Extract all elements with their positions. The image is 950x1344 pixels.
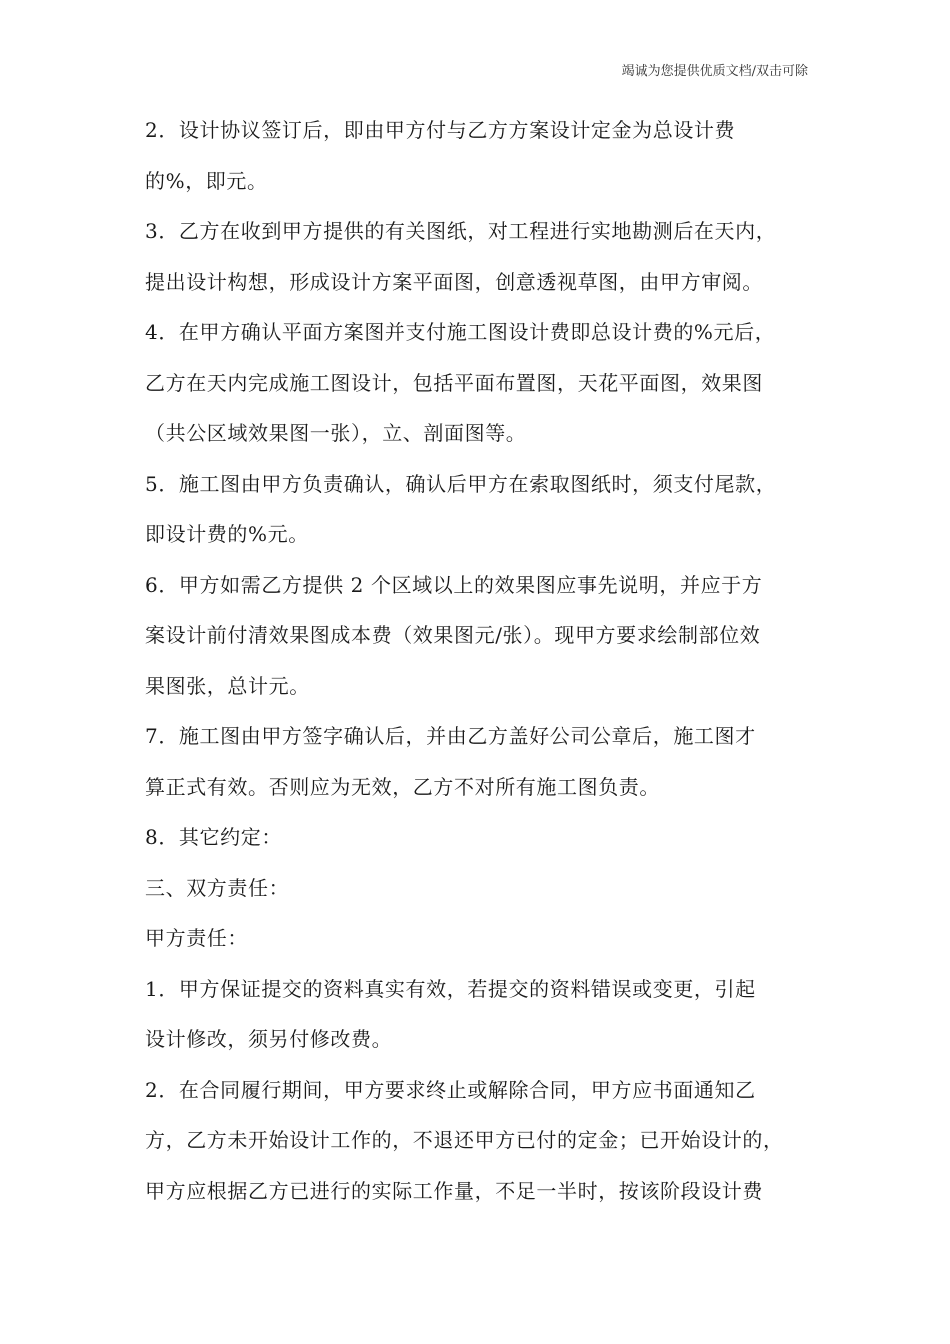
- text-line: 算正式有效。否则应为无效，乙方不对所有施工图负责。: [145, 774, 660, 799]
- header-watermark: 竭诚为您提供优质文档/双击可除: [621, 64, 808, 79]
- text-line: 方，乙方未开始设计工作的，不退还甲方已付的定金；已开始设计的，: [145, 1128, 784, 1152]
- text-line: 乙方在天内完成施工图设计，包括平面布置图，天花平面图，效果图: [145, 370, 763, 395]
- text-line: 设计修改，须另付修改费。: [145, 1027, 393, 1051]
- text-line: 7．施工图由甲方签字确认后，并由乙方盖好公司公章后，施工图才: [145, 724, 756, 748]
- text-line: 案设计前付清效果图成本费（效果图元/张）。现甲方要求绘制部位效: [145, 623, 761, 647]
- text-line: 4．在甲方确认平面方案图并支付施工图设计费即总设计费的%元后，: [145, 320, 776, 344]
- text-line: （共公区域效果图一张），立、剖面图等。: [145, 421, 527, 445]
- text-line: 的%，即元。: [145, 168, 268, 193]
- text-line: 6．甲方如需乙方提供 2 个区域以上的效果图应事先说明，并应于方: [145, 572, 763, 597]
- text-line: 3．乙方在收到甲方提供的有关图纸，对工程进行实地勘测后在天内，: [145, 219, 777, 243]
- text-line: 8．其它约定：: [145, 825, 282, 849]
- text-line: 2．设计协议签订后，即由甲方付与乙方方案设计定金为总设计费: [145, 118, 736, 142]
- subsection-heading: 甲方责任：: [145, 926, 248, 950]
- text-line: 果图张，总计元。: [145, 673, 310, 698]
- text-line: 甲方应根据乙方已进行的实际工作量，不足一半时，按该阶段设计费: [145, 1178, 763, 1203]
- text-line: 即设计费的%元。: [145, 522, 309, 546]
- text-line: 1．甲方保证提交的资料真实有效，若提交的资料错误或变更，引起: [145, 976, 756, 1001]
- text-line: 2．在合同履行期间，甲方要求终止或解除合同，甲方应书面通知乙: [145, 1077, 756, 1102]
- text-line: 5．施工图由甲方负责确认，确认后甲方在索取图纸时，须支付尾款，: [145, 471, 777, 496]
- text-line: 提出设计构想，形成设计方案平面图，创意透视草图，由甲方审阅。: [145, 269, 763, 294]
- section-heading: 三、双方责任：: [145, 875, 290, 900]
- document-body: [145, 105, 820, 1216]
